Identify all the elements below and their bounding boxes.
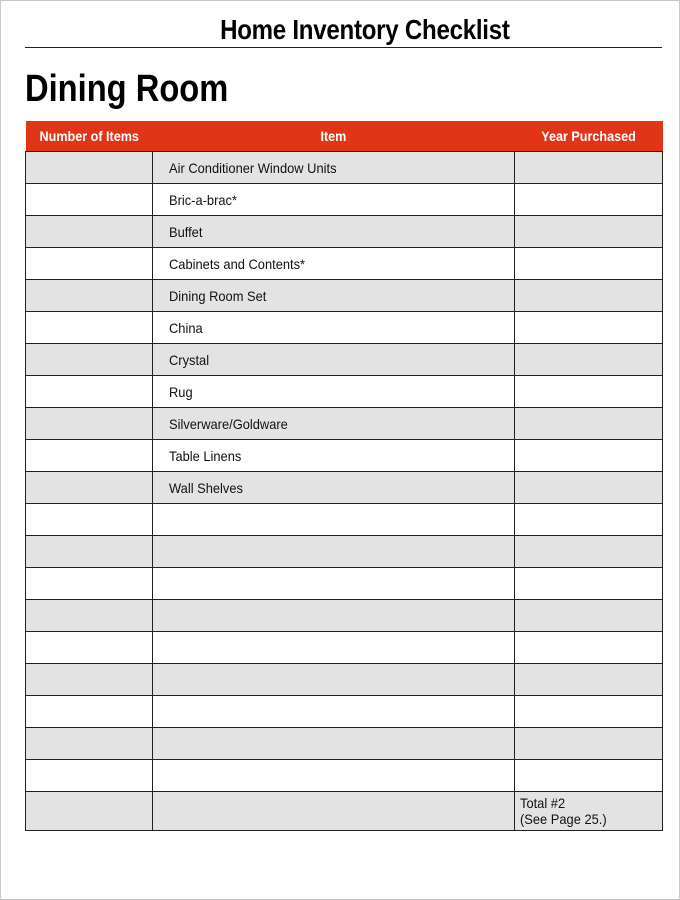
inventory-table xyxy=(25,121,663,831)
column-header-number: Number of Items xyxy=(26,121,153,152)
number-cell[interactable] xyxy=(26,344,153,376)
item-label: China xyxy=(169,319,203,336)
number-cell[interactable] xyxy=(26,184,153,216)
item-cell[interactable] xyxy=(153,760,515,792)
table-row xyxy=(26,280,663,312)
year-cell[interactable] xyxy=(515,280,663,312)
item-cell[interactable] xyxy=(153,312,515,344)
item-label: Wall Shelves xyxy=(169,479,243,496)
table-row xyxy=(26,504,663,536)
item-label: Cabinets and Contents* xyxy=(169,255,306,272)
item-label: Crystal xyxy=(169,351,210,368)
column-header-item: Item xyxy=(153,121,515,152)
number-cell[interactable] xyxy=(26,312,153,344)
item-cell[interactable] xyxy=(153,472,515,504)
item-cell[interactable] xyxy=(153,408,515,440)
year-cell[interactable] xyxy=(515,536,663,568)
room-title: Dining Room xyxy=(25,68,229,110)
item-label: Silverware/Goldware xyxy=(169,415,288,432)
table-row xyxy=(26,696,663,728)
number-cell[interactable] xyxy=(26,440,153,472)
table-row xyxy=(26,632,663,664)
total-note: (See Page 25.) xyxy=(520,811,607,827)
table-header xyxy=(26,121,663,152)
number-cell[interactable] xyxy=(26,248,153,280)
table-row xyxy=(26,728,663,760)
number-cell[interactable] xyxy=(26,696,153,728)
item-cell[interactable] xyxy=(153,216,515,248)
table-row xyxy=(26,440,663,472)
item-cell[interactable] xyxy=(153,152,515,184)
table-row xyxy=(26,568,663,600)
item-cell[interactable] xyxy=(153,600,515,632)
table-row xyxy=(26,216,663,248)
item-label: Bric-a-brac* xyxy=(169,191,237,208)
item-cell[interactable] xyxy=(153,440,515,472)
number-cell[interactable] xyxy=(26,504,153,536)
year-cell[interactable] xyxy=(515,152,663,184)
item-label: Buffet xyxy=(169,223,203,240)
item-cell[interactable] xyxy=(153,376,515,408)
table-row xyxy=(26,760,663,792)
number-cell[interactable] xyxy=(26,408,153,440)
year-cell[interactable] xyxy=(515,696,663,728)
item-label: Rug xyxy=(169,383,193,400)
table-row xyxy=(26,408,663,440)
number-cell[interactable] xyxy=(26,472,153,504)
table-row xyxy=(26,472,663,504)
year-cell[interactable] xyxy=(515,504,663,536)
number-cell[interactable] xyxy=(26,216,153,248)
year-cell[interactable] xyxy=(515,664,663,696)
item-cell[interactable] xyxy=(153,280,515,312)
year-cell[interactable] xyxy=(515,632,663,664)
document-title xyxy=(25,14,662,48)
table-row xyxy=(26,376,663,408)
number-cell[interactable] xyxy=(26,376,153,408)
number-cell[interactable] xyxy=(26,760,153,792)
number-cell[interactable] xyxy=(26,664,153,696)
table-row xyxy=(26,600,663,632)
table-row xyxy=(26,664,663,696)
item-label: Air Conditioner Window Units xyxy=(169,159,337,176)
year-cell[interactable] xyxy=(515,440,663,472)
year-cell[interactable] xyxy=(515,472,663,504)
item-cell[interactable] xyxy=(153,568,515,600)
item-cell[interactable] xyxy=(153,248,515,280)
table-row xyxy=(26,184,663,216)
year-cell[interactable] xyxy=(515,248,663,280)
item-cell[interactable] xyxy=(153,184,515,216)
year-cell[interactable] xyxy=(515,376,663,408)
total-number-cell[interactable] xyxy=(26,792,153,831)
total-cell xyxy=(515,792,663,831)
item-cell[interactable] xyxy=(153,344,515,376)
table-row xyxy=(26,536,663,568)
item-cell[interactable] xyxy=(153,536,515,568)
table-row xyxy=(26,152,663,184)
total-item-cell[interactable] xyxy=(153,792,515,831)
year-cell[interactable] xyxy=(515,600,663,632)
total-label: Total #2 xyxy=(520,795,566,811)
year-cell[interactable] xyxy=(515,408,663,440)
item-cell[interactable] xyxy=(153,664,515,696)
number-cell[interactable] xyxy=(26,568,153,600)
item-cell[interactable] xyxy=(153,632,515,664)
item-cell[interactable] xyxy=(153,728,515,760)
item-cell[interactable] xyxy=(153,504,515,536)
year-cell[interactable] xyxy=(515,184,663,216)
document-title-text: Home Inventory Checklist xyxy=(220,14,510,45)
item-cell[interactable] xyxy=(153,696,515,728)
year-cell[interactable] xyxy=(515,312,663,344)
number-cell[interactable] xyxy=(26,728,153,760)
table-row xyxy=(26,248,663,280)
column-header-year: Year Purchased xyxy=(515,121,663,152)
number-cell[interactable] xyxy=(26,600,153,632)
item-label: Dining Room Set xyxy=(169,287,267,304)
number-cell[interactable] xyxy=(26,280,153,312)
year-cell[interactable] xyxy=(515,728,663,760)
year-cell[interactable] xyxy=(515,344,663,376)
year-cell[interactable] xyxy=(515,216,663,248)
table-row xyxy=(26,312,663,344)
number-cell[interactable] xyxy=(26,632,153,664)
item-label: Table Linens xyxy=(169,447,242,464)
number-cell[interactable] xyxy=(26,536,153,568)
number-cell[interactable] xyxy=(26,152,153,184)
year-cell[interactable] xyxy=(515,760,663,792)
total-row xyxy=(26,792,663,831)
table-row xyxy=(26,344,663,376)
year-cell[interactable] xyxy=(515,568,663,600)
